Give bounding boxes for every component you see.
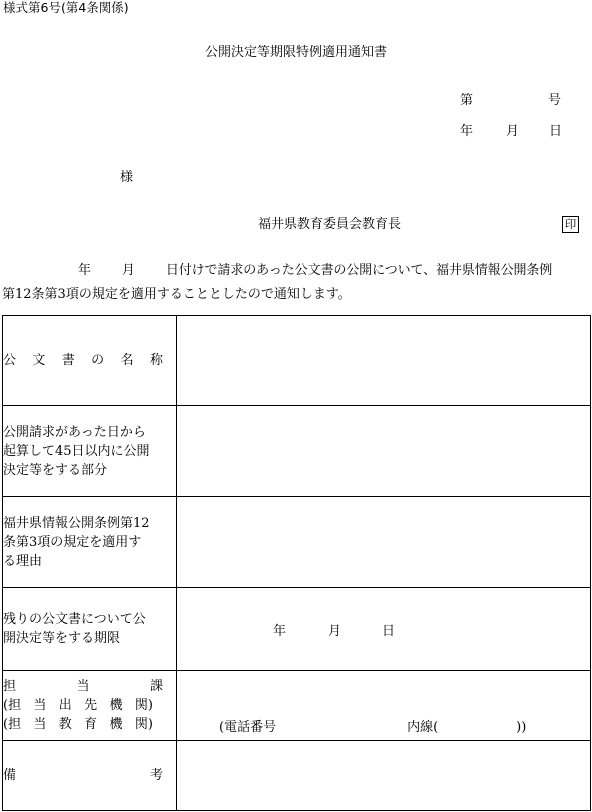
issue-date-day: 日 (549, 124, 563, 139)
table-row-deadline (3, 588, 591, 671)
body-year: 年 (78, 263, 91, 278)
seal-mark: 印 (562, 216, 579, 233)
table-row-remarks (3, 741, 591, 811)
reason-value[interactable] (177, 497, 591, 588)
table-row-document-name (3, 316, 591, 406)
table-row-disclosure-part (3, 406, 591, 497)
phone-close: )) (516, 720, 527, 735)
deadline-day: 日 (382, 624, 396, 639)
deadline-year: 年 (273, 624, 287, 639)
phone-label: (電話番号 (219, 720, 277, 735)
body-text-line1 (78, 264, 552, 277)
body-text-rest: 日付けで請求のあった公文書の公開について、福井県情報公開条例 (165, 263, 553, 278)
issue-date-year: 年 (460, 124, 474, 139)
deadline-value[interactable] (177, 588, 591, 671)
body-month: 月 (121, 263, 135, 278)
document-number-suffix: 号 (548, 93, 562, 108)
disclosure-part-label: 公開請求があった日から 起算して45日以内に公開 決定等をする部分 (3, 406, 177, 497)
sender-title: 福井県教育委員会教育長 (258, 217, 402, 232)
table-row-reason (3, 497, 591, 588)
section-value[interactable] (177, 671, 591, 741)
notice-table (2, 315, 591, 811)
remarks-label: 備 考 (3, 741, 177, 811)
body-text-line2: 第12条第3項の規定を適用することとしたので通知します。 (2, 287, 351, 302)
document-name-value[interactable] (177, 316, 591, 406)
deadline-month: 月 (328, 624, 342, 639)
deadline-date (273, 620, 395, 639)
deadline-label: 残りの公文書について公 開決定等をする期限 (3, 588, 177, 671)
table-row-section (3, 671, 591, 741)
reason-label: 福井県情報公開条例第12 条第3項の規定を適用す る理由 (3, 497, 177, 588)
remarks-value[interactable] (177, 741, 591, 811)
form-number: 様式第6号(第4条関係) (3, 0, 129, 15)
document-title: 公開決定等期限特例適用通知書 (204, 45, 387, 60)
phone-line (219, 716, 526, 735)
document-number-prefix: 第 (460, 93, 474, 108)
document-name-label: 公 文 書 の 名 称 (3, 316, 177, 406)
disclosure-part-value[interactable] (177, 406, 591, 497)
extension-label: 内線( (407, 720, 439, 735)
addressee-suffix: 様 (120, 170, 134, 185)
section-label: 担 当 課 (担 当 出 先 機 関) (担 当 教 育 機 関) (3, 671, 177, 741)
issue-date-month: 月 (506, 124, 520, 139)
